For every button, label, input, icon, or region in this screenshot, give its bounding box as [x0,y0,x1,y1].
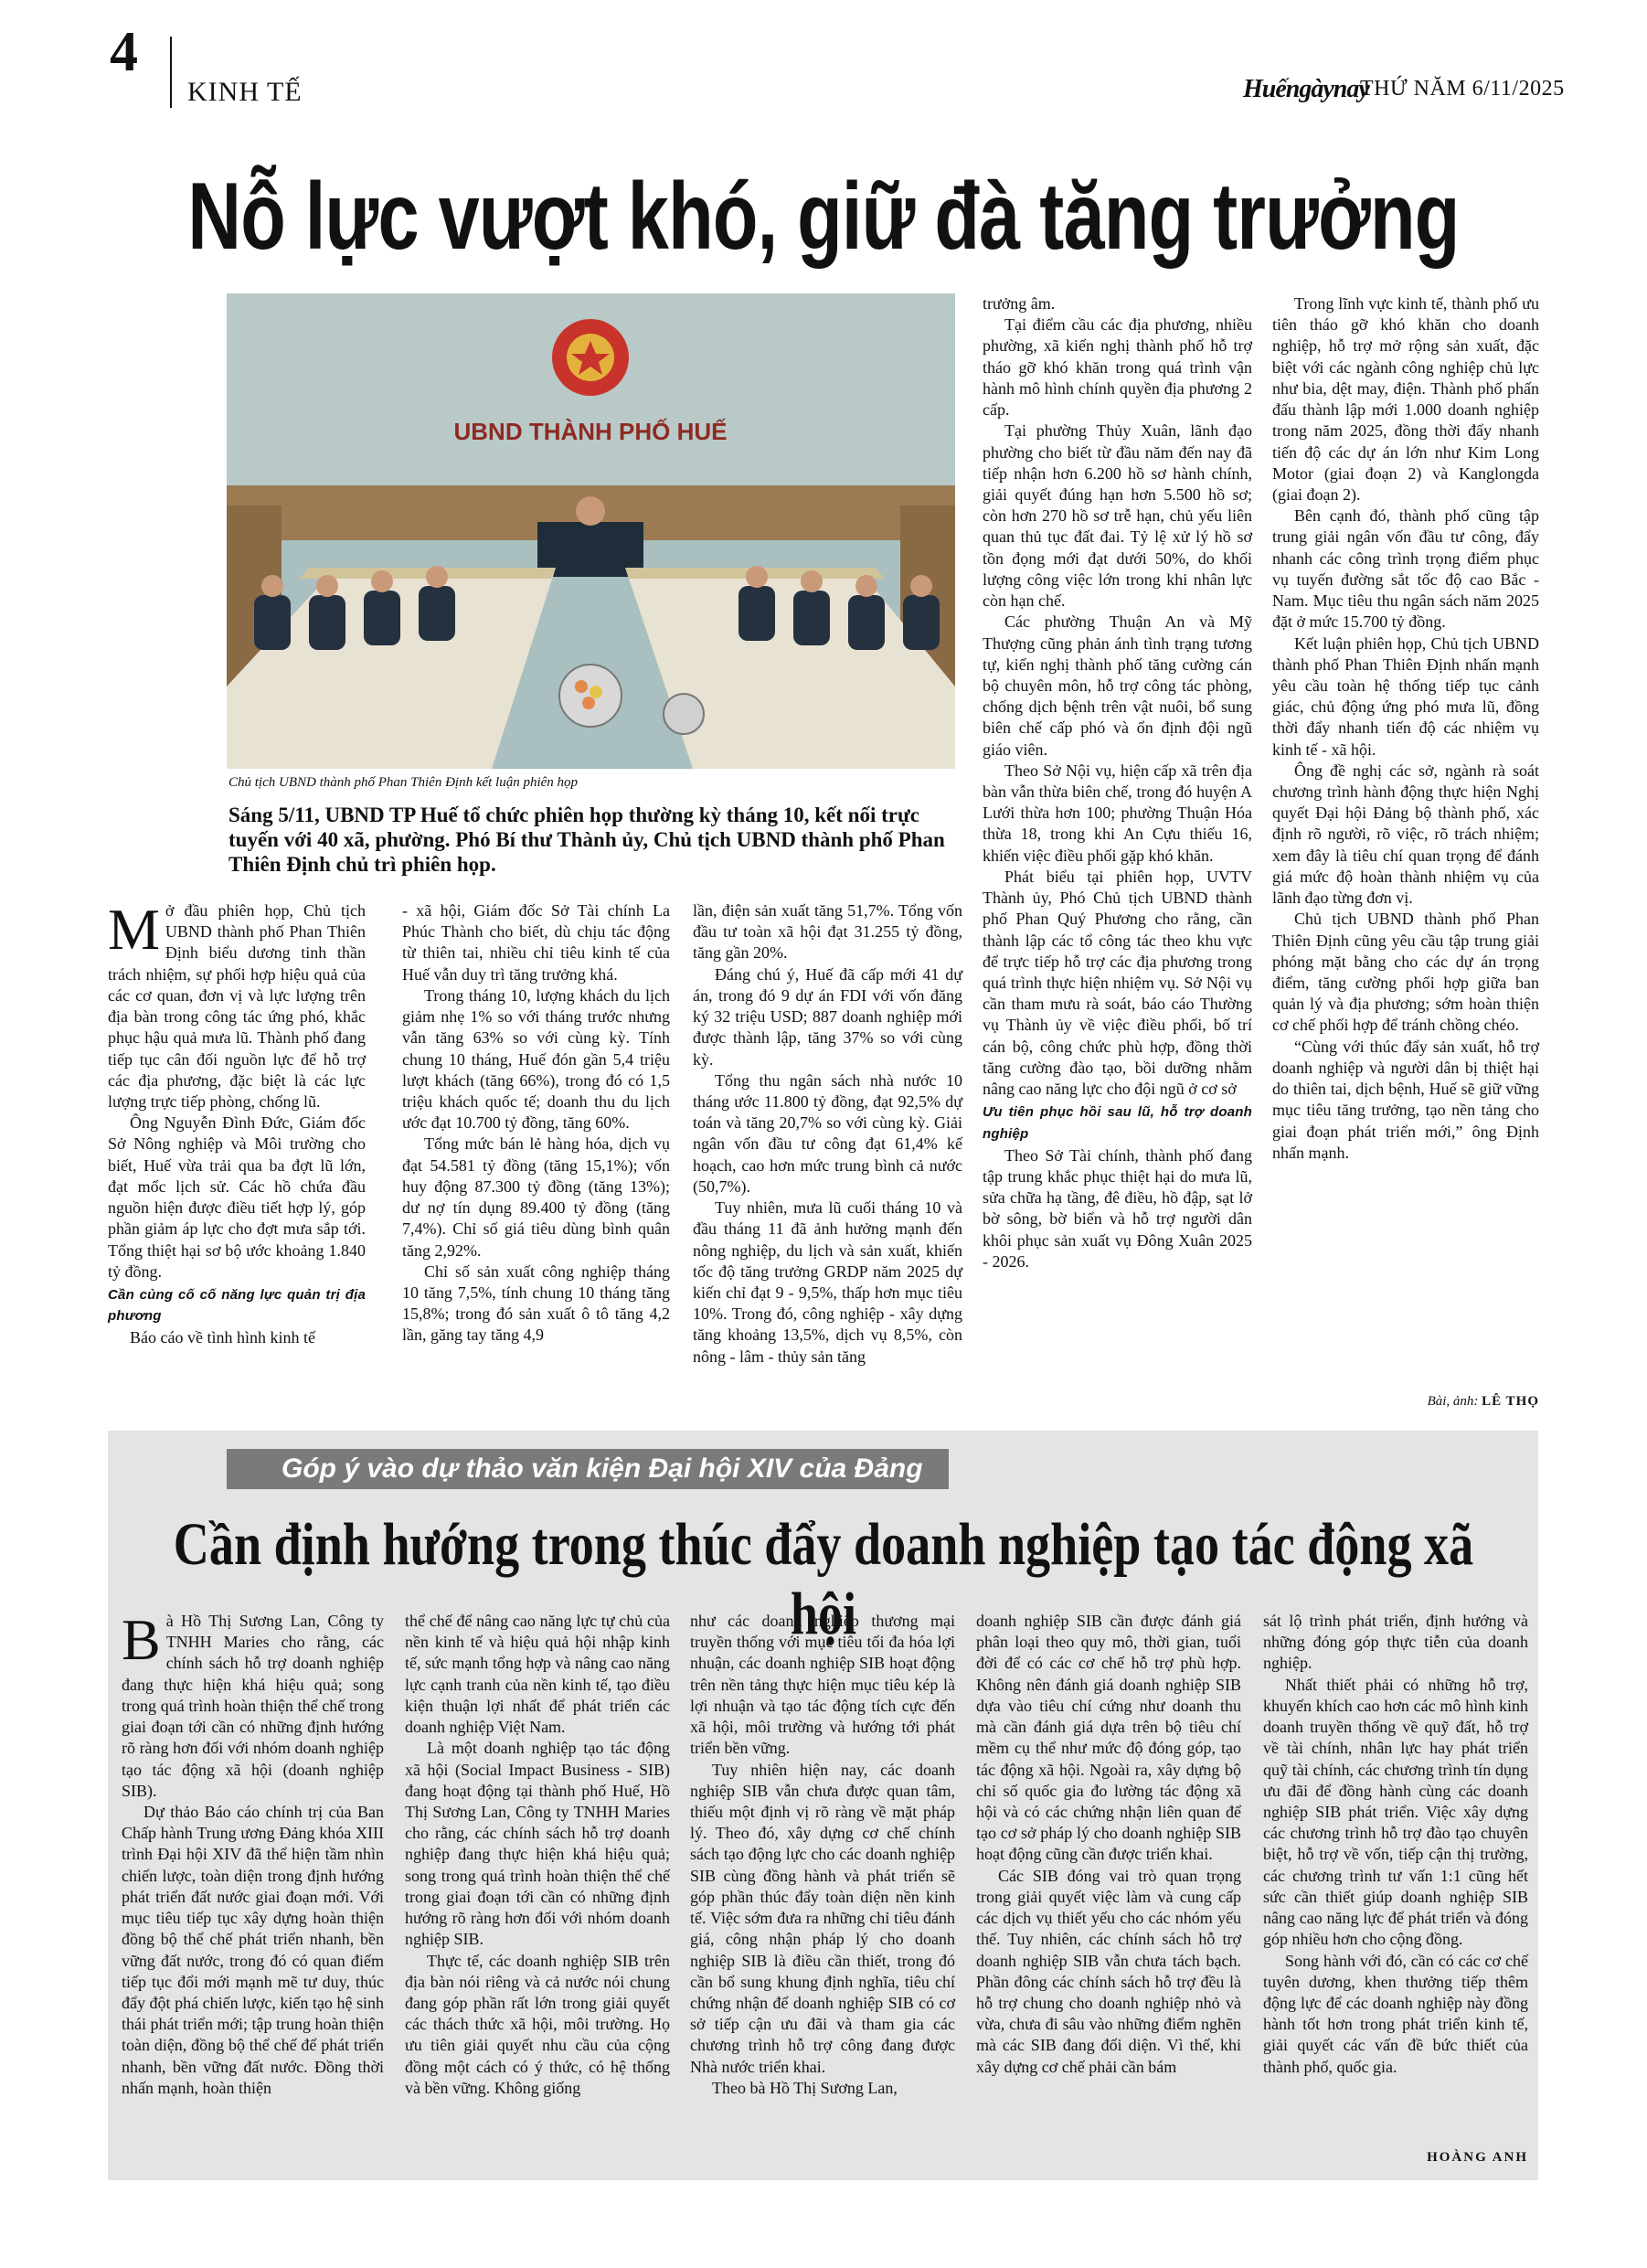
article1-lead: Sáng 5/11, UBND TP Huế tổ chức phiên họp thường kỳ tháng 10, kết nối trực tuyến với 40 xã, phường. Phó Bí thư Thành ủy, Chủ tịch UBND thành phố Phan Thiên Định chủ trì phiên họp. [228,804,945,877]
paragraph: Song hành với đó, cần có các cơ chế tuyên dương, khen thưởng tiếp thêm động lực để các doanh nghiệp này đồng hành tốt hơn trong phát triển kinh tế, giải quyết các vấn đề bức thiết của thành phố, quốc gia. [1263,1951,1528,2076]
article1-column-3 [693,900,962,1368]
photo-caption: Chủ tịch UBND thành phố Phan Thiên Định kết luận phiên họp [228,775,579,790]
paragraph: ở đầu phiên họp, Chủ tịch UBND thành phố Phan Thiên Định biểu dương tinh thần trách nhiệm, sự phối hợp hiệu quả của các cơ quan, đơn vị và lực lượng trên địa bàn trong công tác ứng phó, khắc phục hậu quả mưa lũ. Thành phố đang tiếp tục cân đối nguồn lực để hỗ trợ các địa phương, đặc biệt là các lực lượng trực tiếp phòng, chống lũ. [108,901,366,1111]
article2-column-4 [976,1611,1241,2078]
article1-column-1 [108,897,366,1349]
paragraph: Tổng mức bán lẻ hàng hóa, dịch vụ đạt 54.581 tỷ đồng (tăng 15,1%); vốn huy động 87.300 tỷ đồng (tăng 13%); dư nợ tín dụng 89.400 tỷ đồng (tăng 7,4%). Chỉ số giá tiêu dùng bình quân tăng 2,92%. [402,1134,670,1260]
paragraph: doanh nghiệp SIB cần được đánh giá phân loại theo quy mô, thời gian, tuổi đời để có các cơ chế hỗ trợ phù hợp. Không nên đánh giá doanh nghiệp SIB dựa vào tiêu chí cứng như doanh thu mà cần đánh giá dựa trên bộ tiêu chí mềm cụ thể như mức độ đóng góp, tạo tác động xã hội. Ngoài ra, xây dựng bộ chỉ số quốc gia đo lường tác động xã hội và có các chứng nhận liên quan để tạo cơ sở pháp lý cho doanh nghiệp SIB hoạt động cũng cần được triển khai. [976,1612,1241,1864]
paragraph: - xã hội, Giám đốc Sở Tài chính La Phúc Thành cho biết, dù chịu tác động từ thiên tai, nhiều chỉ tiêu kinh tế của Huế vẫn duy trì tăng trưởng khá. [402,901,670,984]
paragraph: “Cùng với thúc đẩy sản xuất, hỗ trợ doanh nghiệp và người dân bị thiệt hại do thiên tai, dịch bệnh, Huế sẽ giữ vững mục tiêu tăng trưởng, tạo nền tảng cho giai đoạn phát triển mới,” ông Định nhấn mạnh. [1272,1037,1539,1162]
paragraph: Bên cạnh đó, thành phố cũng tập trung giải ngân vốn đầu tư công, đẩy nhanh các công trình trọng điểm phục vụ tuyến đường sắt tốc độ cao Bắc - Nam. Mục tiêu thu ngân sách năm 2025 đặt ở mức 15.700 tỷ đồng. [1272,506,1539,632]
article2-column-3 [690,1611,955,2099]
article1-column-5 [1272,293,1539,1164]
article2-headline: Cần định hướng trong thúc đẩy doanh nghiệp tạo tác động xã hội [173,1511,1474,1647]
article2-column-2 [405,1611,670,2099]
photo-sign: UBND THÀNH PHỐ HUẾ [453,418,728,445]
subheading: Ưu tiên phục hồi sau lũ, hỗ trợ doanh nghiệp [983,1104,1252,1142]
paragraph: Tại phường Thủy Xuân, lãnh đạo phường cho biết từ đầu năm đến nay đã tiếp nhận hơn 6.200 hồ sơ hành chính, giải quyết đúng hạn hơn 5.500 hồ sơ; còn hơn 270 hồ sơ trễ hạn, chủ yếu liên quan thủ tục đất đai. Tỷ lệ xử lý hồ sơ tồn đọng mới đạt dưới 50%, do khối lượng công việc lớn trong khi nhân lực còn hạn chế. [983,421,1252,611]
article2-kicker: Góp ý vào dự thảo văn kiện Đại hội XIV của Đảng [227,1449,949,1489]
paragraph: thể chế để nâng cao năng lực tự chủ của nền kinh tế và hiệu quả hội nhập kinh tế, sức mạnh tổng hợp và nâng cao năng lực cạnh tranh của nền kinh tế, tạo điều kiện thuận lợi nhất để phát triển các doanh nghiệp Việt Nam. [405,1612,670,1737]
paragraph: trưởng âm. [983,294,1056,313]
paragraph: Tuy nhiên, mưa lũ cuối tháng 10 và đầu tháng 11 đã ảnh hưởng mạnh đến nông nghiệp, du lịch và sản xuất, khiến tốc độ tăng trưởng GRDP năm 2025 dự kiến chỉ đạt 9 - 9,5%, thấp hơn mục tiêu 10%. Trong đó, công nghiệp - xây dựng tăng khoảng 13,5%, dịch vụ 8,5%, còn nông - lâm - thủy sản tăng [693,1198,962,1366]
subheading: Cần củng cố cố năng lực quản trị địa phương [108,1286,366,1325]
article2-column-5 [1263,1611,1528,2078]
paragraph: Các phường Thuận An và Mỹ Thượng cũng phản ánh tình trạng tương tự, kiến nghị thành phố tăng cường cán bộ chuyên môn, hỗ trợ công tác phòng, chống dịch bệnh trên vật nuôi, bổ sung biên chế cấp phó và ổn định đội ngũ giáo viên. [983,612,1252,759]
article1-byline [1272,1394,1539,1410]
paragraph: như các doanh nghiệp thương mại truyền thống với mục tiêu tối đa hóa lợi nhuận, các doanh nghiệp SIB hoạt động trên nền tảng thực hiện mục tiêu kép là lợi nhuận và tạo tác động tích cực đến xã hội, môi trường và hướng tới phát triển bền vững. [690,1612,955,1758]
paragraph: Tổng thu ngân sách nhà nước 10 tháng ước 11.800 tỷ đồng, đạt 92,5% dự toán và tăng 20,7% so với cùng kỳ. Giải ngân vốn đầu tư công đạt 61,4% kế hoạch, cao hơn mức trung bình cả nước (50,7%). [693,1070,962,1196]
paragraph: Phát biểu tại phiên họp, UVTV Thành ủy, Phó Chủ tịch UBND thành phố Phan Quý Phương cho rằng, cần thành lập các tổ công tác theo khu vực để trực tiếp hỗ trợ các địa phương trong quá trình thực hiện nhiệm vụ. Sở Nội vụ cần tham mưu rà soát, báo cáo Thường vụ Thành ủy về việc điều phối, bố trí cán bộ, công chức phù hợp, đồng thời tăng cường đào tạo, bồi dưỡng nhằm nâng cao năng lực cho đội ngũ ở cơ sở [983,867,1252,1099]
paragraph: Theo Sở Nội vụ, hiện cấp xã trên địa bàn vẫn thừa biên chế, trong đó huyện A Lưới thừa hơn 100; phường Thuận Hóa thừa 18, trong khi An Cựu thiếu 16, khiến việc điều phối gặp khó khăn. [983,761,1252,865]
paragraph: Là một doanh nghiệp tạo tác động xã hội (Social Impact Business - SIB) đang hoạt động tại thành phố Huế, Hồ Thị Sương Lan, Công ty TNHH Maries cho rằng, các chính sách hỗ trợ doanh nghiệp đang thực hiện khá hiệu quả; song trong quá trình hoàn thiện thể chế trong giai đoạn tới cần có những định hướng rõ ràng hơn đối với nhóm doanh nghiệp SIB. [405,1739,670,1949]
paragraph: Các SIB đóng vai trò quan trọng trong giải quyết việc làm và cung cấp các dịch vụ thiết yếu cho các nhóm yếu thế. Tuy nhiên, các chính sách hỗ trợ doanh nghiệp SIB vẫn chưa tách bạch. Phần đông các chính sách hỗ trợ đều là hỗ trợ chung cho doanh nghiệp nhỏ và vừa, chưa đi sâu vào những điểm nghẽn mà các SIB đang đối diện. Vì thế, khi xây dựng cơ chế phải cần bám [976,1866,1241,2076]
paragraph: Dự thảo Báo cáo chính trị của Ban Chấp hành Trung ương Đảng khóa XIII trình Đại hội XIV đã thể hiện tầm nhìn chiến lược, toàn diện trong định hướng phát triển đất nước giai đoạn mới. Với mục tiêu tiếp tục xây dựng hoàn thiện đồng bộ thể chế phát triển nhanh, bền vững đất nước, trong đó có quan điểm tiếp tục đổi mới mạnh mẽ tư duy, thúc đẩy đột phá chiến lược, kiến tạo hệ sinh thái phát triển mới; tập trung hoàn thiện toàn diện, đồng bộ thể chế để phát triển nhanh, bền vững đất nước. Đồng thời nhấn mạnh, hoàn thiện [122,1802,384,2097]
meeting-photo [227,293,955,769]
meeting-photo-illustration [227,293,955,769]
paragraph: Theo Sở Tài chính, thành phố đang tập trung khắc phục thiệt hại do mưa lũ, sửa chữa hạ tầng, đê điều, hồ đập, sạt lở bờ sông, bờ biển và hỗ trợ người dân khôi phục sản xuất vụ Đông Xuân 2025 - 2026. [983,1145,1252,1271]
paragraph: Nhất thiết phải có những hỗ trợ, khuyến khích cao hơn các mô hình kinh doanh truyền thống về quỹ đất, hỗ trợ về tài chính, nhân lực hay phát triển quỹ tài chính, các chương trình tín dụng ưu đãi để đồng hành cùng các doanh nghiệp SIB phát triển. Việc xây dựng các chương trình hỗ trợ đào tạo chuyên biệt, hỗ trợ về vốn, tiếp cận thị trường, các chương trình tư vấn 1:1 cũng hết sức cần thiết giúp doanh nghiệp SIB nâng cao năng lực để phát triển và đóng góp nhiều hơn cho cộng đồng. [1263,1675,1528,1949]
dropcap: B [122,1607,161,1672]
byline-name: LÊ THỌ [1482,1394,1539,1409]
paragraph: à Hồ Thị Sương Lan, Công ty TNHH Maries cho rằng, các chính sách hỗ trợ doanh nghiệp đang thực hiện khá hiệu quả; song trong quá trình hoàn thiện thể chế trong giai đoạn tới cần có những định hướng rõ ràng hơn đối với nhóm doanh nghiệp tạo tác động xã hội (doanh nghiệp SIB). [122,1612,384,1800]
paragraph: Kết luận phiên họp, Chủ tịch UBND thành phố Phan Thiên Định nhấn mạnh yêu cầu toàn hệ thống tiếp tục cảnh giác, chủ động ứng phó mưa lũ, đồng thời đẩy nhanh tiến độ các nhiệm vụ kinh tế - xã hội. [1272,634,1539,759]
byline-label: Bài, ảnh: [1427,1394,1479,1409]
page-number: 4 [110,21,138,83]
article2-signature: HOÀNG ANH [1427,2150,1528,2165]
paragraph: Trong lĩnh vực kinh tế, thành phố ưu tiên tháo gỡ khó khăn cho doanh nghiệp, hỗ trợ mở rộng sản xuất, đặc biệt với các ngành công nghiệp chủ lực như bia, dệt may, điện. Thành phố phấn đấu thành lập mới 1.000 doanh nghiệp trong năm 2025, đồng thời đẩy nhanh tiến độ các dự án lớn như Kim Long Motor (giai đoạn 2) và Kanglongda (giai đoạn 2). [1272,294,1539,504]
paragraph: Tuy nhiên hiện nay, các doanh nghiệp SIB vẫn chưa được quan tâm, thiếu một định vị rõ ràng về mặt pháp lý. Theo đó, xây dựng cơ chế chính sách tạo động lực cho các doanh nghiệp SIB cùng đồng hành và phát triển sẽ góp phần thúc đẩy toàn diện nền kinh tế. Việc sớm đưa ra những chỉ tiêu đánh giá, công nhận pháp lý cho doanh nghiệp SIB là điều cần thiết, trong đó cần bổ sung khung định nghĩa, tiêu chí chứng nhận để doanh nghiệp SIB có cơ sở tiếp cận ưu đãi và tham gia các chương trình hỗ trợ công đang được Nhà nước triển khai. [690,1760,955,2076]
paragraph: Ông Nguyễn Đình Đức, Giám đốc Sở Nông nghiệp và Môi trường cho biết, Huế vừa trải qua ba đợt lũ lớn, đạt mốc lịch sử. Các hồ chứa đầu nguồn hiện được điều tiết hợp lý, góp phần giảm áp lực cho đợt mưa sắp tới. Tổng thiệt hại sơ bộ ước khoảng 1.840 tỷ đồng. [108,1113,366,1281]
paragraph: Trong tháng 10, lượng khách du lịch giảm nhẹ 1% so với tháng trước nhưng vẫn tăng 63% so với cùng kỳ. Tính chung 10 tháng, Huế đón gần 5,4 triệu lượt khách (tăng 66%), trong đó có 1,5 triệu khách quốc tế; doanh thu du lịch ước đạt 10.700 tỷ đồng, tăng 60%. [402,985,670,1133]
newspaper-logo: Huếngàynay [1243,75,1369,103]
paragraph: Thực tế, các doanh nghiệp SIB trên địa bàn nói riêng và cả nước nói chung đang góp phần rất lớn trong giải quyết các thách thức xã hội, môi trường. Họ ưu tiên giải quyết nhu cầu của cộng đồng một cách có ý thức, có hệ thống và bền vững. Không giống [405,1951,670,2097]
section-title: KINH TẾ [187,77,303,107]
paragraph: Theo bà Hồ Thị Sương Lan, [712,2078,898,2097]
paragraph: Tại điểm cầu các địa phương, nhiều phường, xã kiến nghị thành phố hỗ trợ tháo gỡ khó khăn trong quá trình vận hành mô hình chính quyền địa phương 2 cấp. [983,315,1252,420]
paragraph: sát lộ trình phát triển, định hướng và những đóng góp thực tiễn của doanh nghiệp. [1263,1612,1528,1673]
paragraph: lần, điện sản xuất tăng 51,7%. Tổng vốn đầu tư toàn xã hội đạt 31.255 tỷ đồng, tăng gần 20%. [693,901,962,963]
paragraph: Báo cáo về tình hình kinh tế [130,1328,315,1347]
article2-column-1 [122,1607,384,2099]
paragraph: Chủ tịch UBND thành phố Phan Thiên Định cũng yêu cầu tập trung giải phóng mặt bằng cho các dự án trọng điểm, tăng cường phối hợp giữa ban quản lý và địa phương; sớm hoàn thiện cơ chế phối hợp để tránh chồng chéo. [1272,910,1539,1035]
article1-column-4 [983,293,1252,1272]
dropcap: M [108,897,160,962]
article1-column-2 [402,900,670,1347]
article1-headline: Nỗ lực vượt khó, giữ đà tăng trưởng [187,164,1460,270]
paragraph: Ông đề nghị các sở, ngành rà soát chương trình hành động thực hiện Nghị quyết Đại hội Đảng bộ thành phố, xác định rõ người, rõ việc, rõ trách nhiệm; xem đây là tiêu chí quan trọng để đánh giá mức độ hoàn thành nhiệm vụ của lãnh đạo từng đơn vị. [1272,761,1539,908]
paragraph: Đáng chú ý, Huế đã cấp mới 41 dự án, trong đó 9 dự án FDI với vốn đăng ký 32 triệu USD; 887 doanh nghiệp mới được thành lập, tăng 37% so với cùng kỳ. [693,964,962,1069]
issue-date: THỨ NĂM 6/11/2025 [1360,77,1565,101]
paragraph: Chỉ số sản xuất công nghiệp tháng 10 tăng 7,5%, tính chung 10 tháng tăng 15,8%; trong đó sản xuất ô tô tăng 4,2 lần, găng tay tăng 4,9 [402,1262,670,1345]
header-divider [170,37,172,108]
